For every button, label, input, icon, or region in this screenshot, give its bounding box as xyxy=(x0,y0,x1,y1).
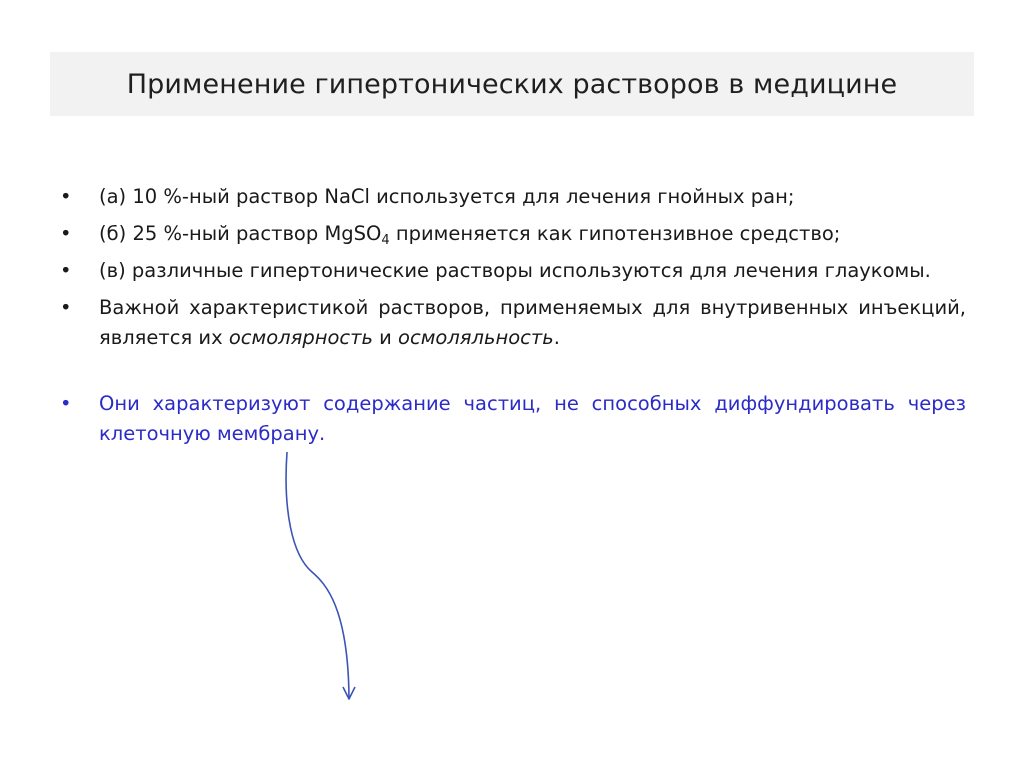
bullet-text: (а) 10 %-ный раствор NaCl используется для лечения гнойных ран; xyxy=(99,185,795,208)
bullet-text: (в) различные гипертонические растворы используются для лечения глаукомы. xyxy=(99,259,931,282)
term-osmolality: осмоляльность xyxy=(398,326,554,349)
bullet-text-pre: Важной характеристикой растворов, применяемых для внутривенных инъекций, является их xyxy=(99,296,966,349)
bullet-item xyxy=(60,182,966,212)
bullet-dot: • xyxy=(60,185,72,208)
arrow-curve xyxy=(286,452,349,697)
bullet-text-mid: и xyxy=(372,326,399,349)
bullet-item-highlight xyxy=(60,389,966,449)
bullet-list xyxy=(60,182,966,456)
bullet-text: Они характеризуют содержание частиц, не способных диффундировать через клеточную мембрану. xyxy=(99,392,966,445)
bullet-item xyxy=(60,293,966,353)
arrow-head xyxy=(343,687,355,699)
subscript: 4 xyxy=(381,233,390,248)
bullet-dot: • xyxy=(60,392,72,415)
bullet-dot: • xyxy=(60,296,72,319)
bullet-text-post: применяется как гипотензивное средство; xyxy=(389,222,841,245)
title-band xyxy=(50,52,974,116)
slide-title: Применение гипертонических растворов в медицине xyxy=(126,68,898,100)
bullet-item xyxy=(60,219,966,249)
term-osmolarity: осмолярность xyxy=(228,326,373,349)
bullet-text-post: . xyxy=(553,326,560,349)
bullet-text-pre: (б) 25 %-ный раствор MgSO xyxy=(99,222,382,245)
bullet-dot: • xyxy=(60,259,72,282)
bullet-dot: • xyxy=(60,222,72,245)
bullet-item xyxy=(60,256,966,286)
